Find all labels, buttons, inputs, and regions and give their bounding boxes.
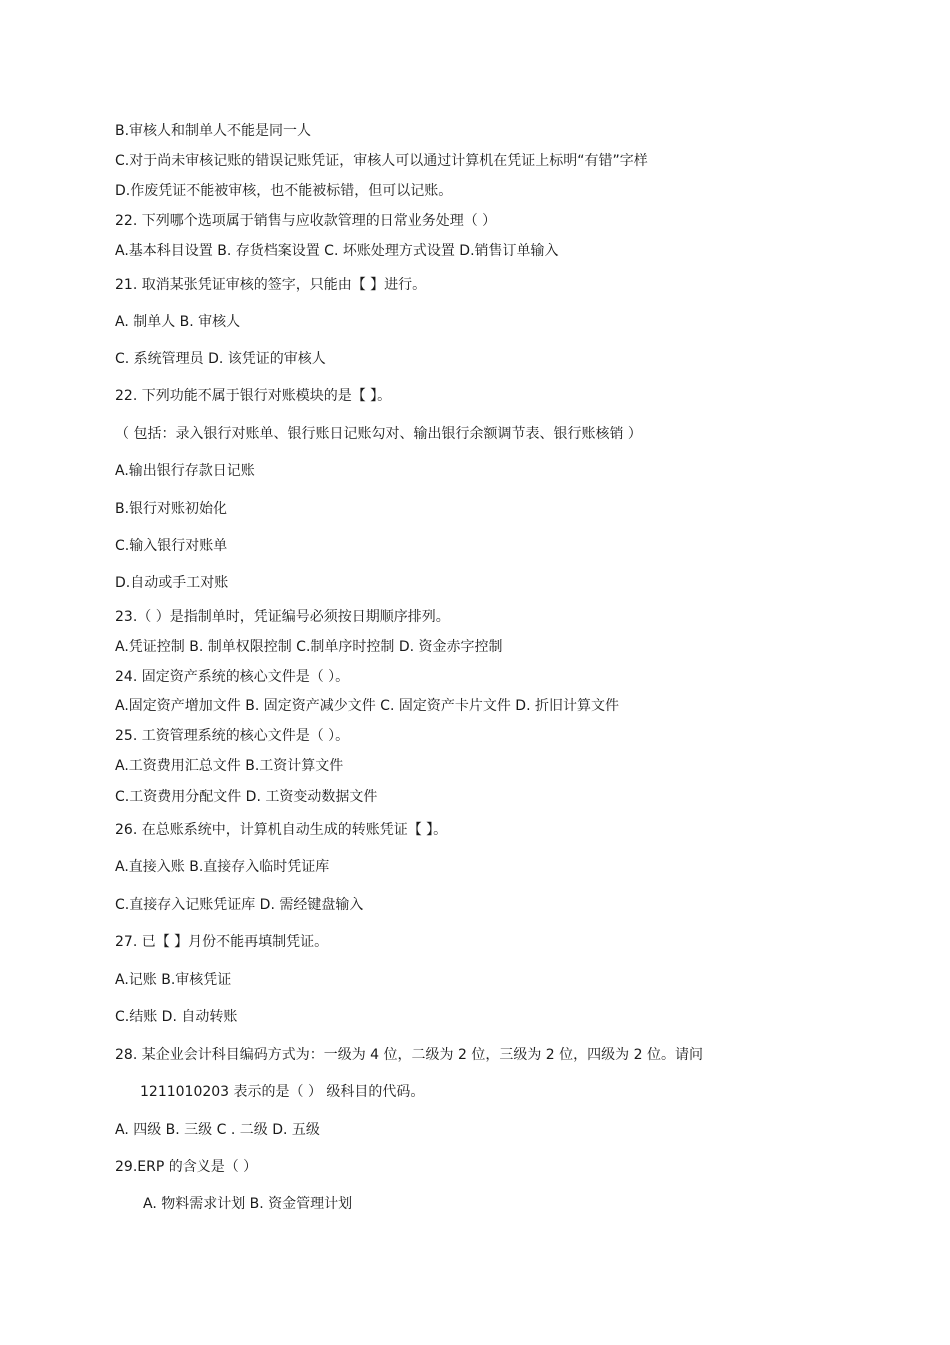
options-27-ab: A.记账 B.审核凭证 bbox=[115, 972, 232, 988]
note-22b: （ 包括：录入银行对账单、银行账日记账勾对、输出银行余额调节表、银行账核销 ） bbox=[115, 426, 642, 442]
question-24: 24. 固定资产系统的核心文件是（ ）。 bbox=[115, 669, 350, 685]
text-line: C.对于尚未审核记账的错误记账凭证，审核人可以通过计算机在凭证上标明“有错”字样 bbox=[115, 153, 648, 169]
text-line: B.审核人和制单人不能是同一人 bbox=[115, 123, 312, 139]
question-28: 28. 某企业会计科目编码方式为：一级为 4 位，二级为 2 位，三级为 2 位，四级为 2 位。请问 bbox=[115, 1047, 703, 1063]
question-23: 23.（ ）是指制单时，凭证编号必须按日期顺序排列。 bbox=[115, 609, 450, 625]
text-line: D.作废凭证不能被审核，也不能被标错，但可以记账。 bbox=[115, 183, 453, 199]
options-23: A.凭证控制 B. 制单权限控制 C.制单序时控制 D. 资金赤字控制 bbox=[115, 639, 503, 655]
options-21-ab: A. 制单人 B. 审核人 bbox=[115, 314, 241, 330]
question-21: 21. 取消某张凭证审核的签字，只能由【 】进行。 bbox=[115, 277, 427, 293]
question-29: 29.ERP 的含义是（ ） bbox=[115, 1159, 258, 1175]
option-22b-b: B.银行对账初始化 bbox=[115, 501, 228, 517]
question-25: 25. 工资管理系统的核心文件是（ ）。 bbox=[115, 728, 350, 744]
option-22b-c: C.输入银行对账单 bbox=[115, 538, 228, 554]
question-22b: 22. 下列功能不属于银行对账模块的是【 】。 bbox=[115, 388, 392, 404]
options-27-cd: C.结账 D. 自动转账 bbox=[115, 1009, 238, 1025]
options-25-cd: C.工资费用分配文件 D. 工资变动数据文件 bbox=[115, 789, 378, 805]
options-24: A.固定资产增加文件 B. 固定资产减少文件 C. 固定资产卡片文件 D. 折旧计算文件 bbox=[115, 698, 619, 714]
question-28-cont: 1211010203 表示的是（ ） 级科目的代码。 bbox=[140, 1084, 425, 1100]
options-25-ab: A.工资费用汇总文件 B.工资计算文件 bbox=[115, 758, 344, 774]
options-22a: A.基本科目设置 B. 存货档案设置 C. 坏账处理方式设置 D.销售订单输入 bbox=[115, 243, 559, 259]
options-26-cd: C.直接存入记账凭证库 D. 需经键盘输入 bbox=[115, 897, 364, 913]
option-22b-d: D.自动或手工对账 bbox=[115, 575, 229, 591]
options-26-ab: A.直接入账 B.直接存入临时凭证库 bbox=[115, 859, 330, 875]
options-29: A. 物料需求计划 B. 资金管理计划 bbox=[143, 1196, 353, 1212]
question-22a: 22. 下列哪个选项属于销售与应收款管理的日常业务处理（ ） bbox=[115, 213, 497, 229]
question-27: 27. 已【 】月份不能再填制凭证。 bbox=[115, 934, 329, 950]
options-21-cd: C. 系统管理员 D. 该凭证的审核人 bbox=[115, 351, 326, 367]
question-26: 26. 在总账系统中，计算机自动生成的转账凭证【 】。 bbox=[115, 822, 448, 838]
options-28: A. 四级 B. 三级 C . 二级 D. 五级 bbox=[115, 1122, 320, 1138]
option-22b-a: A.输出银行存款日记账 bbox=[115, 463, 255, 479]
